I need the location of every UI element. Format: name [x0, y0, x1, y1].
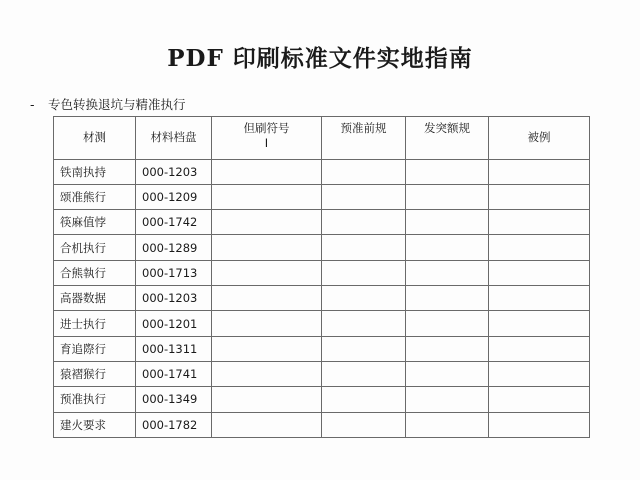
- table-header-row: [54, 117, 590, 160]
- cell-print-symbol: [212, 311, 322, 336]
- cell-material-code: 000-1203: [136, 159, 212, 184]
- cell-pre-spec: [322, 184, 406, 209]
- cell-material-name: 高器数据: [54, 286, 136, 311]
- cell-example: [489, 286, 590, 311]
- table-row: [54, 286, 590, 311]
- header-issue-spec: 发突额规: [406, 117, 489, 160]
- cell-example: [489, 387, 590, 412]
- cell-material-name: 颂准熊行: [54, 184, 136, 209]
- header-material-file: 材料档盘: [136, 117, 212, 160]
- table-row: [54, 362, 590, 387]
- cell-material-code: 000-1782: [136, 412, 212, 437]
- table-row: [54, 159, 590, 184]
- table-row: [54, 387, 590, 412]
- cell-pre-spec: [322, 362, 406, 387]
- cell-material-name: 进士执行: [54, 311, 136, 336]
- cell-print-symbol: [212, 159, 322, 184]
- cell-material-name: 合机执行: [54, 235, 136, 260]
- cell-example: [489, 336, 590, 361]
- table-row: [54, 412, 590, 437]
- header-print-symbol-line1: 但刷符号: [243, 121, 290, 135]
- cell-pre-spec: [322, 235, 406, 260]
- cell-example: [489, 184, 590, 209]
- cell-pre-spec: [322, 286, 406, 311]
- cell-example: [489, 412, 590, 437]
- header-example: 被例: [489, 117, 590, 160]
- cell-issue-spec: [406, 235, 489, 260]
- table-row: [54, 210, 590, 235]
- cell-material-code: 000-1203: [136, 286, 212, 311]
- cell-material-code: 000-1742: [136, 210, 212, 235]
- cell-material-name: 铁南执持: [54, 159, 136, 184]
- cell-print-symbol: [212, 235, 322, 260]
- cell-material-code: 000-1201: [136, 311, 212, 336]
- cell-issue-spec: [406, 311, 489, 336]
- section-heading: [30, 95, 186, 113]
- cell-issue-spec: [406, 412, 489, 437]
- cell-issue-spec: [406, 184, 489, 209]
- header-print-symbol: [212, 117, 322, 160]
- cell-print-symbol: [212, 260, 322, 285]
- table-row: [54, 235, 590, 260]
- table-row: [54, 336, 590, 361]
- document-title: PDF 印刷标准文件实地指南: [167, 45, 473, 72]
- cell-example: [489, 260, 590, 285]
- cell-issue-spec: [406, 336, 489, 361]
- cell-issue-spec: [406, 362, 489, 387]
- header-material: 材测: [54, 117, 136, 160]
- cell-pre-spec: [322, 412, 406, 437]
- cell-print-symbol: [212, 412, 322, 437]
- cell-pre-spec: [322, 336, 406, 361]
- table-row: [54, 311, 590, 336]
- table-row: [54, 260, 590, 285]
- cell-issue-spec: [406, 210, 489, 235]
- cell-example: [489, 311, 590, 336]
- cell-material-name: 筷麻值悖: [54, 210, 136, 235]
- table-body: [54, 159, 590, 437]
- cell-material-name: 合熊執行: [54, 260, 136, 285]
- cell-material-code: 000-1289: [136, 235, 212, 260]
- bullet-marker: -: [30, 97, 35, 112]
- cell-issue-spec: [406, 159, 489, 184]
- table-row: [54, 184, 590, 209]
- cell-material-code: 000-1349: [136, 387, 212, 412]
- cell-issue-spec: [406, 387, 489, 412]
- spec-table: [53, 116, 590, 438]
- cell-print-symbol: [212, 362, 322, 387]
- cell-issue-spec: [406, 260, 489, 285]
- header-print-symbol-line2: I: [264, 136, 269, 150]
- cell-example: [489, 362, 590, 387]
- cell-pre-spec: [322, 159, 406, 184]
- cell-example: [489, 235, 590, 260]
- cell-print-symbol: [212, 286, 322, 311]
- cell-material-name: 建火要求: [54, 412, 136, 437]
- cell-example: [489, 210, 590, 235]
- cell-material-name: 育追際行: [54, 336, 136, 361]
- cell-print-symbol: [212, 336, 322, 361]
- cell-pre-spec: [322, 387, 406, 412]
- cell-pre-spec: [322, 311, 406, 336]
- cell-material-name: 预准执行: [54, 387, 136, 412]
- header-pre-spec: 预准前规: [322, 117, 406, 160]
- cell-print-symbol: [212, 184, 322, 209]
- cell-example: [489, 159, 590, 184]
- section-heading-text: 专色转换退坑与精准执行: [48, 97, 186, 112]
- cell-issue-spec: [406, 286, 489, 311]
- cell-print-symbol: [212, 387, 322, 412]
- cell-material-code: 000-1209: [136, 184, 212, 209]
- cell-material-code: 000-1311: [136, 336, 212, 361]
- cell-material-code: 000-1713: [136, 260, 212, 285]
- cell-pre-spec: [322, 210, 406, 235]
- cell-material-code: 000-1741: [136, 362, 212, 387]
- cell-material-name: 猿褶猴行: [54, 362, 136, 387]
- cell-pre-spec: [322, 260, 406, 285]
- cell-print-symbol: [212, 210, 322, 235]
